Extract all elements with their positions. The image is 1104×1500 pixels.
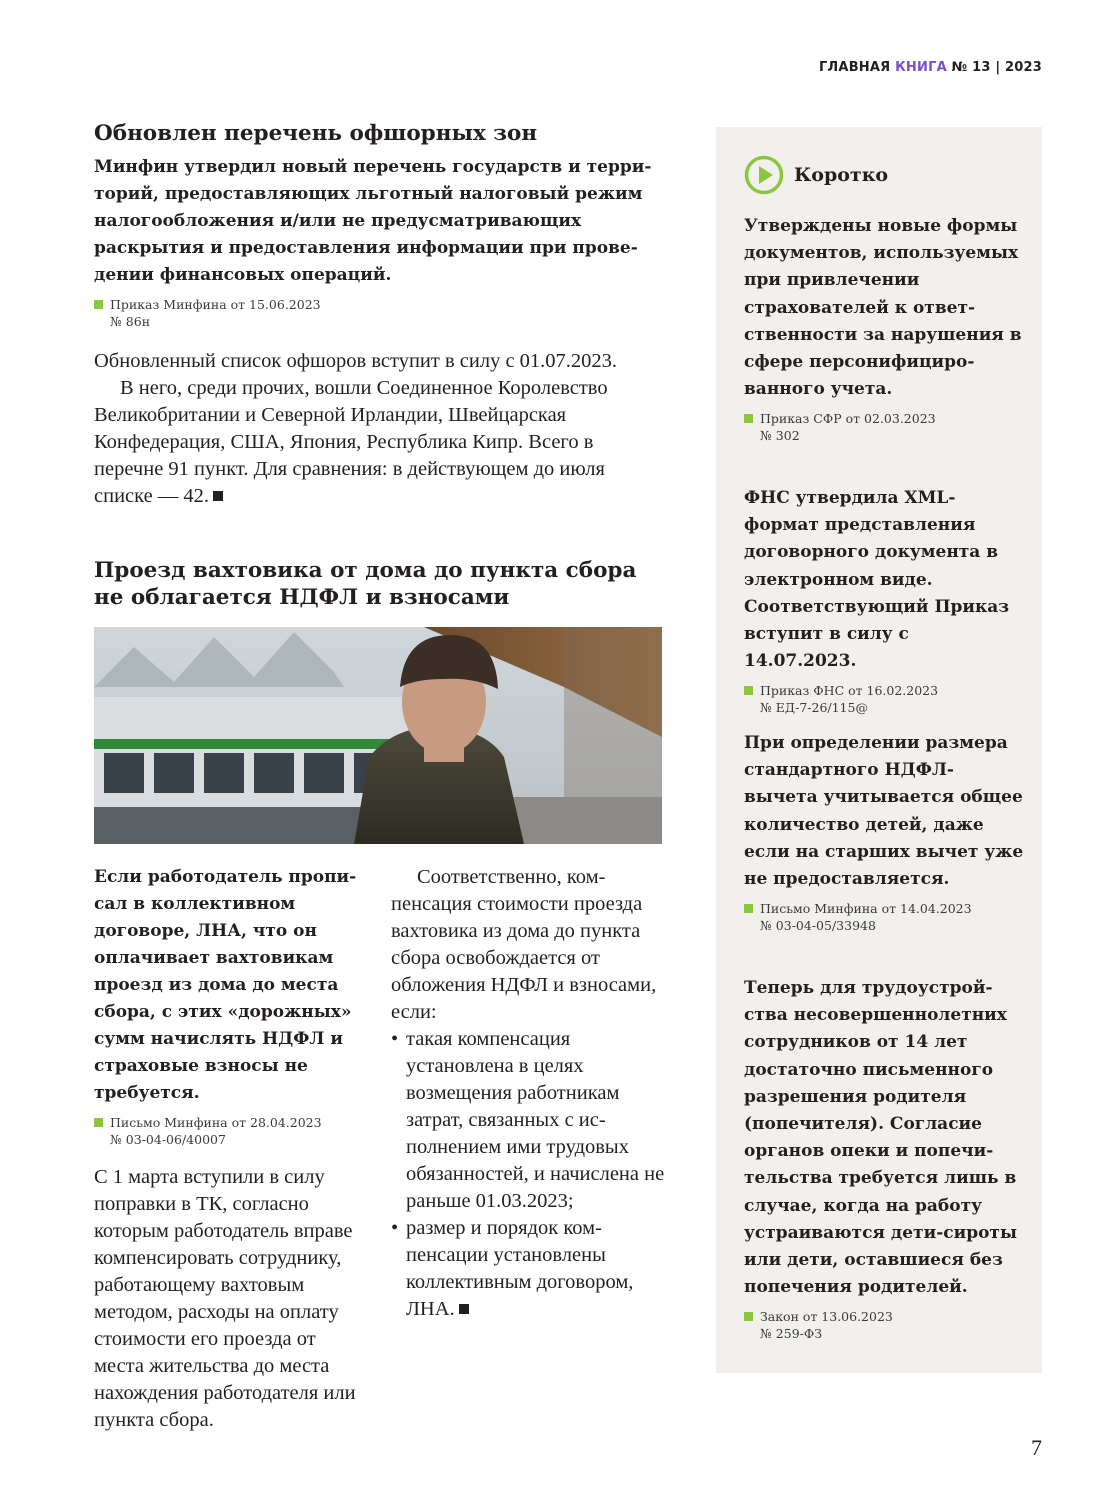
article-offshore	[94, 120, 666, 510]
column-left	[94, 864, 364, 1434]
news-item	[744, 213, 1024, 444]
article-shift-worker	[94, 557, 666, 611]
article-body	[391, 864, 666, 1323]
paragraph: Соответственно, компенсация стоимости проезда вахтовика из дома до пункта сбора освобождается от обложения НДФЛ и взносами, если:	[391, 866, 657, 1023]
column-right-content	[391, 864, 666, 1323]
end-mark-icon	[459, 1304, 469, 1314]
sidebar-header	[744, 155, 1024, 195]
paragraph: С 1 марта вступили в силу поправки в ТК, согласно которым работодатель вправе компенсировать сотруднику, работающему вахтовым методом, расходы на оплату стоимости его проезда от места жительства до места нахождения работодателя или пункта сбора.	[94, 1166, 356, 1431]
source-line: Приказ Минфина от 15.06.2023	[110, 297, 321, 312]
source-reference	[744, 900, 1024, 934]
article-title: Обновлен перечень офшорных зон	[94, 121, 538, 146]
train-platform-image	[94, 627, 662, 844]
play-icon	[744, 155, 784, 195]
article-title: Проезд вахтовика от дома до пункта сбора не облагается НДФЛ и взносами	[94, 558, 637, 610]
paragraph: Обновленный список офшоров вступит в силу с 01.07.2023.	[94, 350, 618, 372]
source-line: Письмо Минфина от 14.04.2023	[760, 901, 972, 917]
bullet-icon: •	[391, 1217, 399, 1239]
article-photo	[94, 627, 662, 844]
list-item: • такая компенсация установлена в целях возмещения работникам затрат, связанных с исполнением ими трудовых обязанностей, и начислена не раньше 01.03.2023;	[391, 1028, 665, 1212]
green-square-icon	[94, 1118, 103, 1127]
source-reference	[744, 410, 1024, 444]
article-lead: Минфин утвердил новый перечень государств и территорий, предоставляющих льготный налоговый режим налогообложения и/или не предусматривающих раскрытия и предоставления информации при проведении финансовых операций.	[94, 157, 652, 285]
masthead-book: КНИГА	[895, 60, 947, 75]
paragraph: В него, среди прочих, вошли Соединенное Королевство Великобритании и Северной Ирландии, Швейцарская Конфедерация, США, Япония, Республика Кипр. Всего в перечне 91 пункт. Для сравнения: в действующем до июля списке — 42.	[94, 377, 608, 507]
news-text: При определении размера стандартного НДФЛ-вычета учитывается общее количество детей, даже если на старших вычет уже не предоставляется.	[744, 733, 1024, 890]
source-number: № ЕД-7-26/115@	[760, 700, 868, 716]
article-body	[94, 348, 666, 510]
page-number: 7	[1031, 1435, 1042, 1460]
sidebar-title: Коротко	[794, 164, 889, 186]
news-item	[744, 730, 1024, 934]
source-number: № 03-04-06/40007	[110, 1132, 226, 1147]
source-number: № 03-04-05/33948	[760, 918, 876, 934]
list-item: • размер и порядок компенсации установлены коллективным договором, ЛНА.	[391, 1217, 634, 1320]
news-text: Теперь для трудоустройства несовершеннолетних сотрудников от 14 лет достаточно письменного разрешения родителя (попечителя). Согласие органов опеки и попечительства требуется лишь в случае, когда на работу устраиваются дети-сироты или дети, оставшиеся без попечения родителей.	[744, 978, 1018, 1298]
source-reference	[94, 1114, 364, 1148]
bullet-list	[391, 1026, 666, 1323]
news-text: Утверждены новые формы документов, используемых при привлечении страхователей к ответственности за нарушения в сфере персонифицированного учета.	[744, 216, 1022, 400]
source-number: № 86н	[110, 314, 151, 329]
source-line: Приказ ФНС от 16.02.2023	[760, 683, 939, 699]
source-line: Письмо Минфина от 28.04.2023	[110, 1115, 322, 1130]
masthead-issue: № 13 | 2023	[946, 60, 1042, 75]
article-body	[94, 1164, 364, 1434]
bullet-icon: •	[391, 1028, 399, 1050]
green-square-icon	[744, 904, 753, 913]
source-reference	[744, 682, 1024, 716]
news-item	[744, 485, 1024, 716]
end-mark-icon	[213, 491, 223, 501]
masthead-title: ГЛАВНАЯ	[818, 60, 896, 75]
green-square-icon	[94, 300, 103, 309]
news-item	[744, 975, 1024, 1342]
green-square-icon	[744, 1312, 753, 1321]
sidebar-short-news	[716, 127, 1042, 1373]
source-number: № 259-ФЗ	[760, 1326, 823, 1342]
source-line: Приказ СФР от 02.03.2023	[760, 411, 936, 427]
news-text: ФНС утвердила XML-формат представления договорного документа в электронном виде. Соответствующий Приказ вступит в силу с 14.07.2023.	[744, 488, 1010, 672]
source-reference	[94, 296, 666, 330]
article-lead: Если работодатель прописал в коллективном договоре, ЛНА, что он оплачивает вахтовикам проезд из дома до места сбора, с этих «дорожных» сумм начислять НДФЛ и страховые взносы не требуется.	[94, 867, 357, 1103]
green-square-icon	[744, 414, 753, 423]
green-square-icon	[744, 686, 753, 695]
masthead	[819, 60, 1042, 75]
source-reference	[744, 1308, 1024, 1342]
source-line: Закон от 13.06.2023	[760, 1309, 893, 1325]
source-number: № 302	[760, 428, 800, 444]
